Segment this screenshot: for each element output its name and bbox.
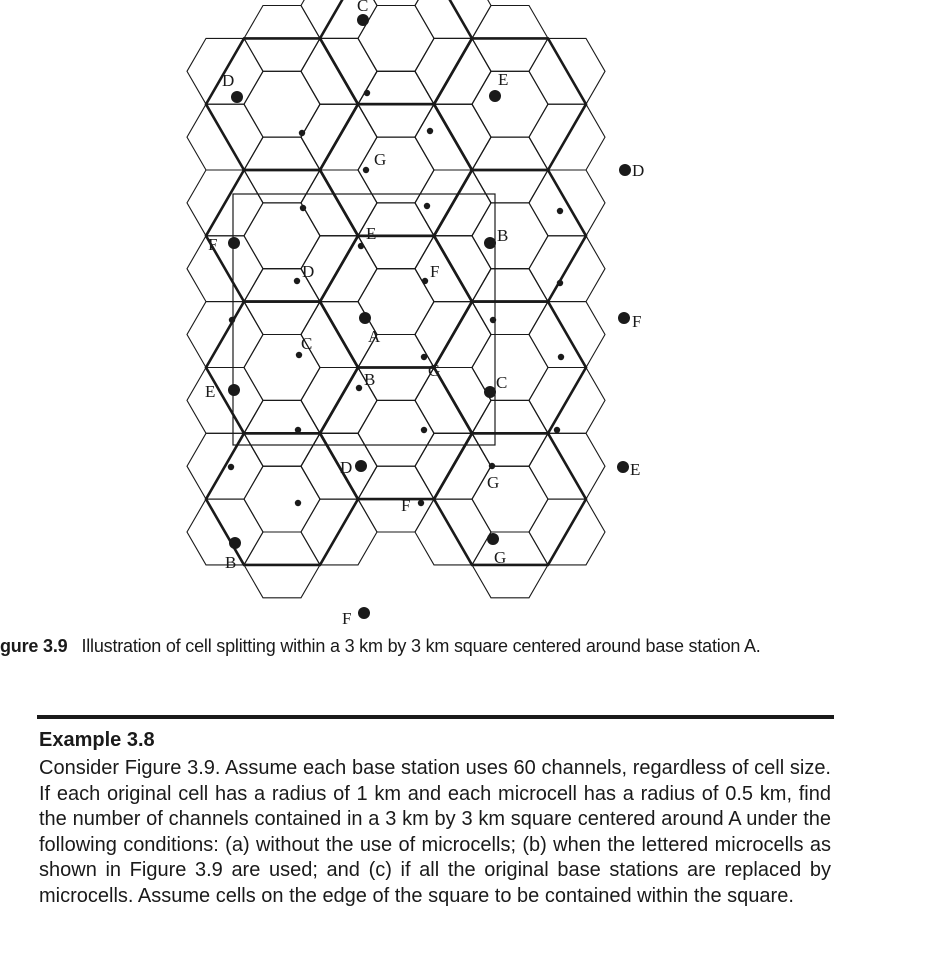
label-g-lower: G — [494, 548, 507, 567]
microcell-dot — [418, 500, 424, 506]
microcell-hex — [358, 0, 434, 6]
microcell-dot — [358, 243, 364, 249]
microcell-dot — [490, 317, 496, 323]
base-station-dot — [357, 14, 369, 26]
macrocell-hex — [320, 0, 472, 104]
macrocell-grid — [206, 0, 586, 565]
base-station-dot — [229, 537, 241, 549]
microcell-stations — [228, 90, 564, 506]
label-e-right: E — [630, 460, 641, 479]
base-station-dot — [617, 461, 629, 473]
microcell-dot — [295, 500, 301, 506]
label-c-micro: C — [301, 334, 313, 353]
base-station-dot — [618, 312, 630, 324]
label-e-upper-right: E — [498, 70, 509, 89]
microcell-hex — [244, 71, 320, 137]
microcell-dot — [300, 205, 306, 211]
microcell-dot — [295, 427, 301, 433]
base-station-dot — [358, 607, 370, 619]
microcell-hex — [358, 6, 434, 72]
label-d-lower: D — [340, 458, 353, 477]
microcell-dot — [363, 167, 369, 173]
label-f-bottom: F — [342, 609, 352, 628]
microcell-hex — [472, 71, 548, 137]
label-e-left: E — [205, 382, 216, 401]
microcell-hex — [244, 203, 320, 269]
microcell-hex — [472, 466, 548, 532]
label-c-right: C — [496, 373, 508, 392]
microcell-dot — [229, 317, 235, 323]
label-e-micro: E — [366, 224, 377, 243]
base-station-dot — [355, 460, 367, 472]
microcell-hex — [472, 203, 548, 269]
microcell-dot — [356, 385, 362, 391]
figure-number: gure 3.9 — [0, 636, 68, 656]
microcell-dot — [427, 128, 433, 134]
microcell-dot — [489, 463, 495, 469]
label-a-center: A — [368, 327, 381, 346]
base-station-dot — [359, 312, 371, 324]
label-b-micro: B — [364, 370, 376, 389]
microcell-dot — [299, 130, 305, 136]
figure-caption — [0, 636, 934, 657]
microcell-dot — [554, 427, 560, 433]
label-b-lower-left: B — [225, 553, 237, 572]
base-station-dot — [228, 237, 240, 249]
example-title: Example 3.8 — [39, 729, 155, 751]
microcell-dot — [421, 427, 427, 433]
microcell-hex — [358, 269, 434, 335]
label-f-micro: F — [430, 262, 440, 281]
microcell-dot — [557, 280, 563, 286]
label-g-lower-micro: G — [487, 473, 500, 492]
label-f-lower-micro: F — [401, 496, 411, 515]
section-rule — [37, 715, 834, 719]
example-body: Consider Figure 3.9. Assume each base station uses 60 channels, regardless of cell size. If each original cell has a radius of 1 km and each microcell has a radius of 0.5 km, find the number of channels contained in a 3 km by 3 km square centered around A under the following conditions: (a) without the use of microcells; (b) when the lettered microcells as shown in Figure 3.9 are used; and (c) if all the original base stations are replaced by microcells. Assume cells on the edge of the square to be contained within the square. — [39, 757, 831, 907]
caption-text: Illustration of cell splitting within a 3 km by 3 km square centered around base station A. — [81, 636, 761, 656]
label-g-top: G — [374, 150, 387, 169]
microcell-dot — [228, 464, 234, 470]
microcell-dot — [557, 208, 563, 214]
label-top-c: C — [357, 0, 369, 15]
base-station-dot — [484, 386, 496, 398]
microcell-grid — [187, 0, 605, 598]
microcell-dot — [421, 354, 427, 360]
base-station-dot — [228, 384, 240, 396]
base-station-dot — [484, 237, 496, 249]
microcell-dot — [294, 278, 300, 284]
base-station-dot — [489, 90, 501, 102]
microcell-dot — [422, 278, 428, 284]
base-station-dot — [487, 533, 499, 545]
microcell-dot — [558, 354, 564, 360]
label-f-left: F — [208, 235, 218, 254]
base-station-dot — [619, 164, 631, 176]
microcell-hex — [358, 137, 434, 203]
label-d-upper-left: D — [222, 71, 235, 90]
microcell-hex — [244, 466, 320, 532]
label-g-micro: G — [428, 361, 441, 380]
label-f-right: F — [632, 312, 642, 331]
microcell-hex — [358, 400, 434, 466]
microcell-dot — [364, 90, 370, 96]
label-d-micro: D — [302, 262, 315, 281]
microcell-hex — [472, 335, 548, 401]
label-b-right: B — [497, 226, 509, 245]
label-d-right: D — [632, 161, 645, 180]
microcell-dot — [424, 203, 430, 209]
base-station-dot — [231, 91, 243, 103]
